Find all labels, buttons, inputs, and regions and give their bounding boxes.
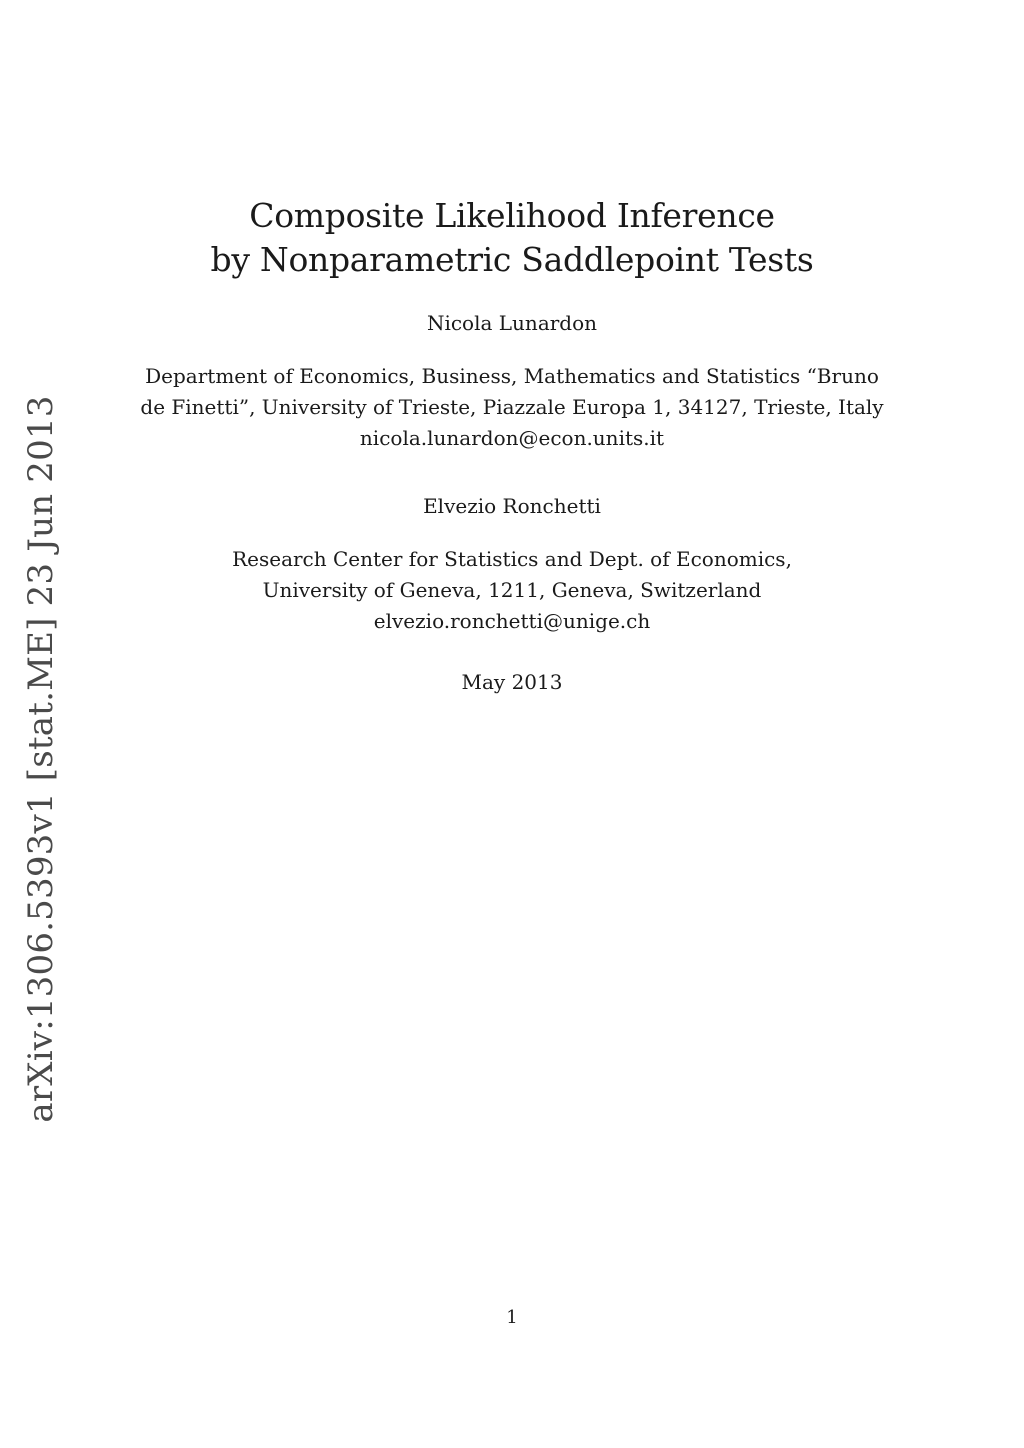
author-block-2 bbox=[0, 492, 1024, 637]
author-email-2: elvezio.ronchetti@unige.ch bbox=[373, 609, 651, 633]
affiliation-1-line-2: de Finetti”, University of Trieste, Piazzale Europa 1, 34127, Trieste, Italy bbox=[140, 395, 884, 419]
affiliation-1-line-1: Department of Economics, Business, Mathematics and Statistics “Bruno bbox=[145, 364, 879, 388]
author-name-2: Elvezio Ronchetti bbox=[423, 494, 601, 518]
arxiv-identifier: arXiv:1306.5393v1 [stat.ME] 23 Jun 2013 bbox=[21, 395, 61, 1123]
affiliation-2-line-2: University of Geneva, 1211, Geneva, Switzerland bbox=[262, 578, 762, 602]
paper-title bbox=[0, 194, 1024, 282]
title-line-1: Composite Likelihood Inference bbox=[249, 196, 775, 235]
page-number: 1 bbox=[506, 1307, 518, 1328]
title-line-2: by Nonparametric Saddlepoint Tests bbox=[210, 240, 814, 279]
affiliation-2-line-1: Research Center for Statistics and Dept. of Economics, bbox=[232, 547, 792, 571]
publication-date: May 2013 bbox=[461, 670, 563, 694]
author-email-1: nicola.lunardon@econ.units.it bbox=[359, 426, 665, 450]
author-name-1: Nicola Lunardon bbox=[426, 311, 598, 335]
author-block-1 bbox=[0, 309, 1024, 454]
